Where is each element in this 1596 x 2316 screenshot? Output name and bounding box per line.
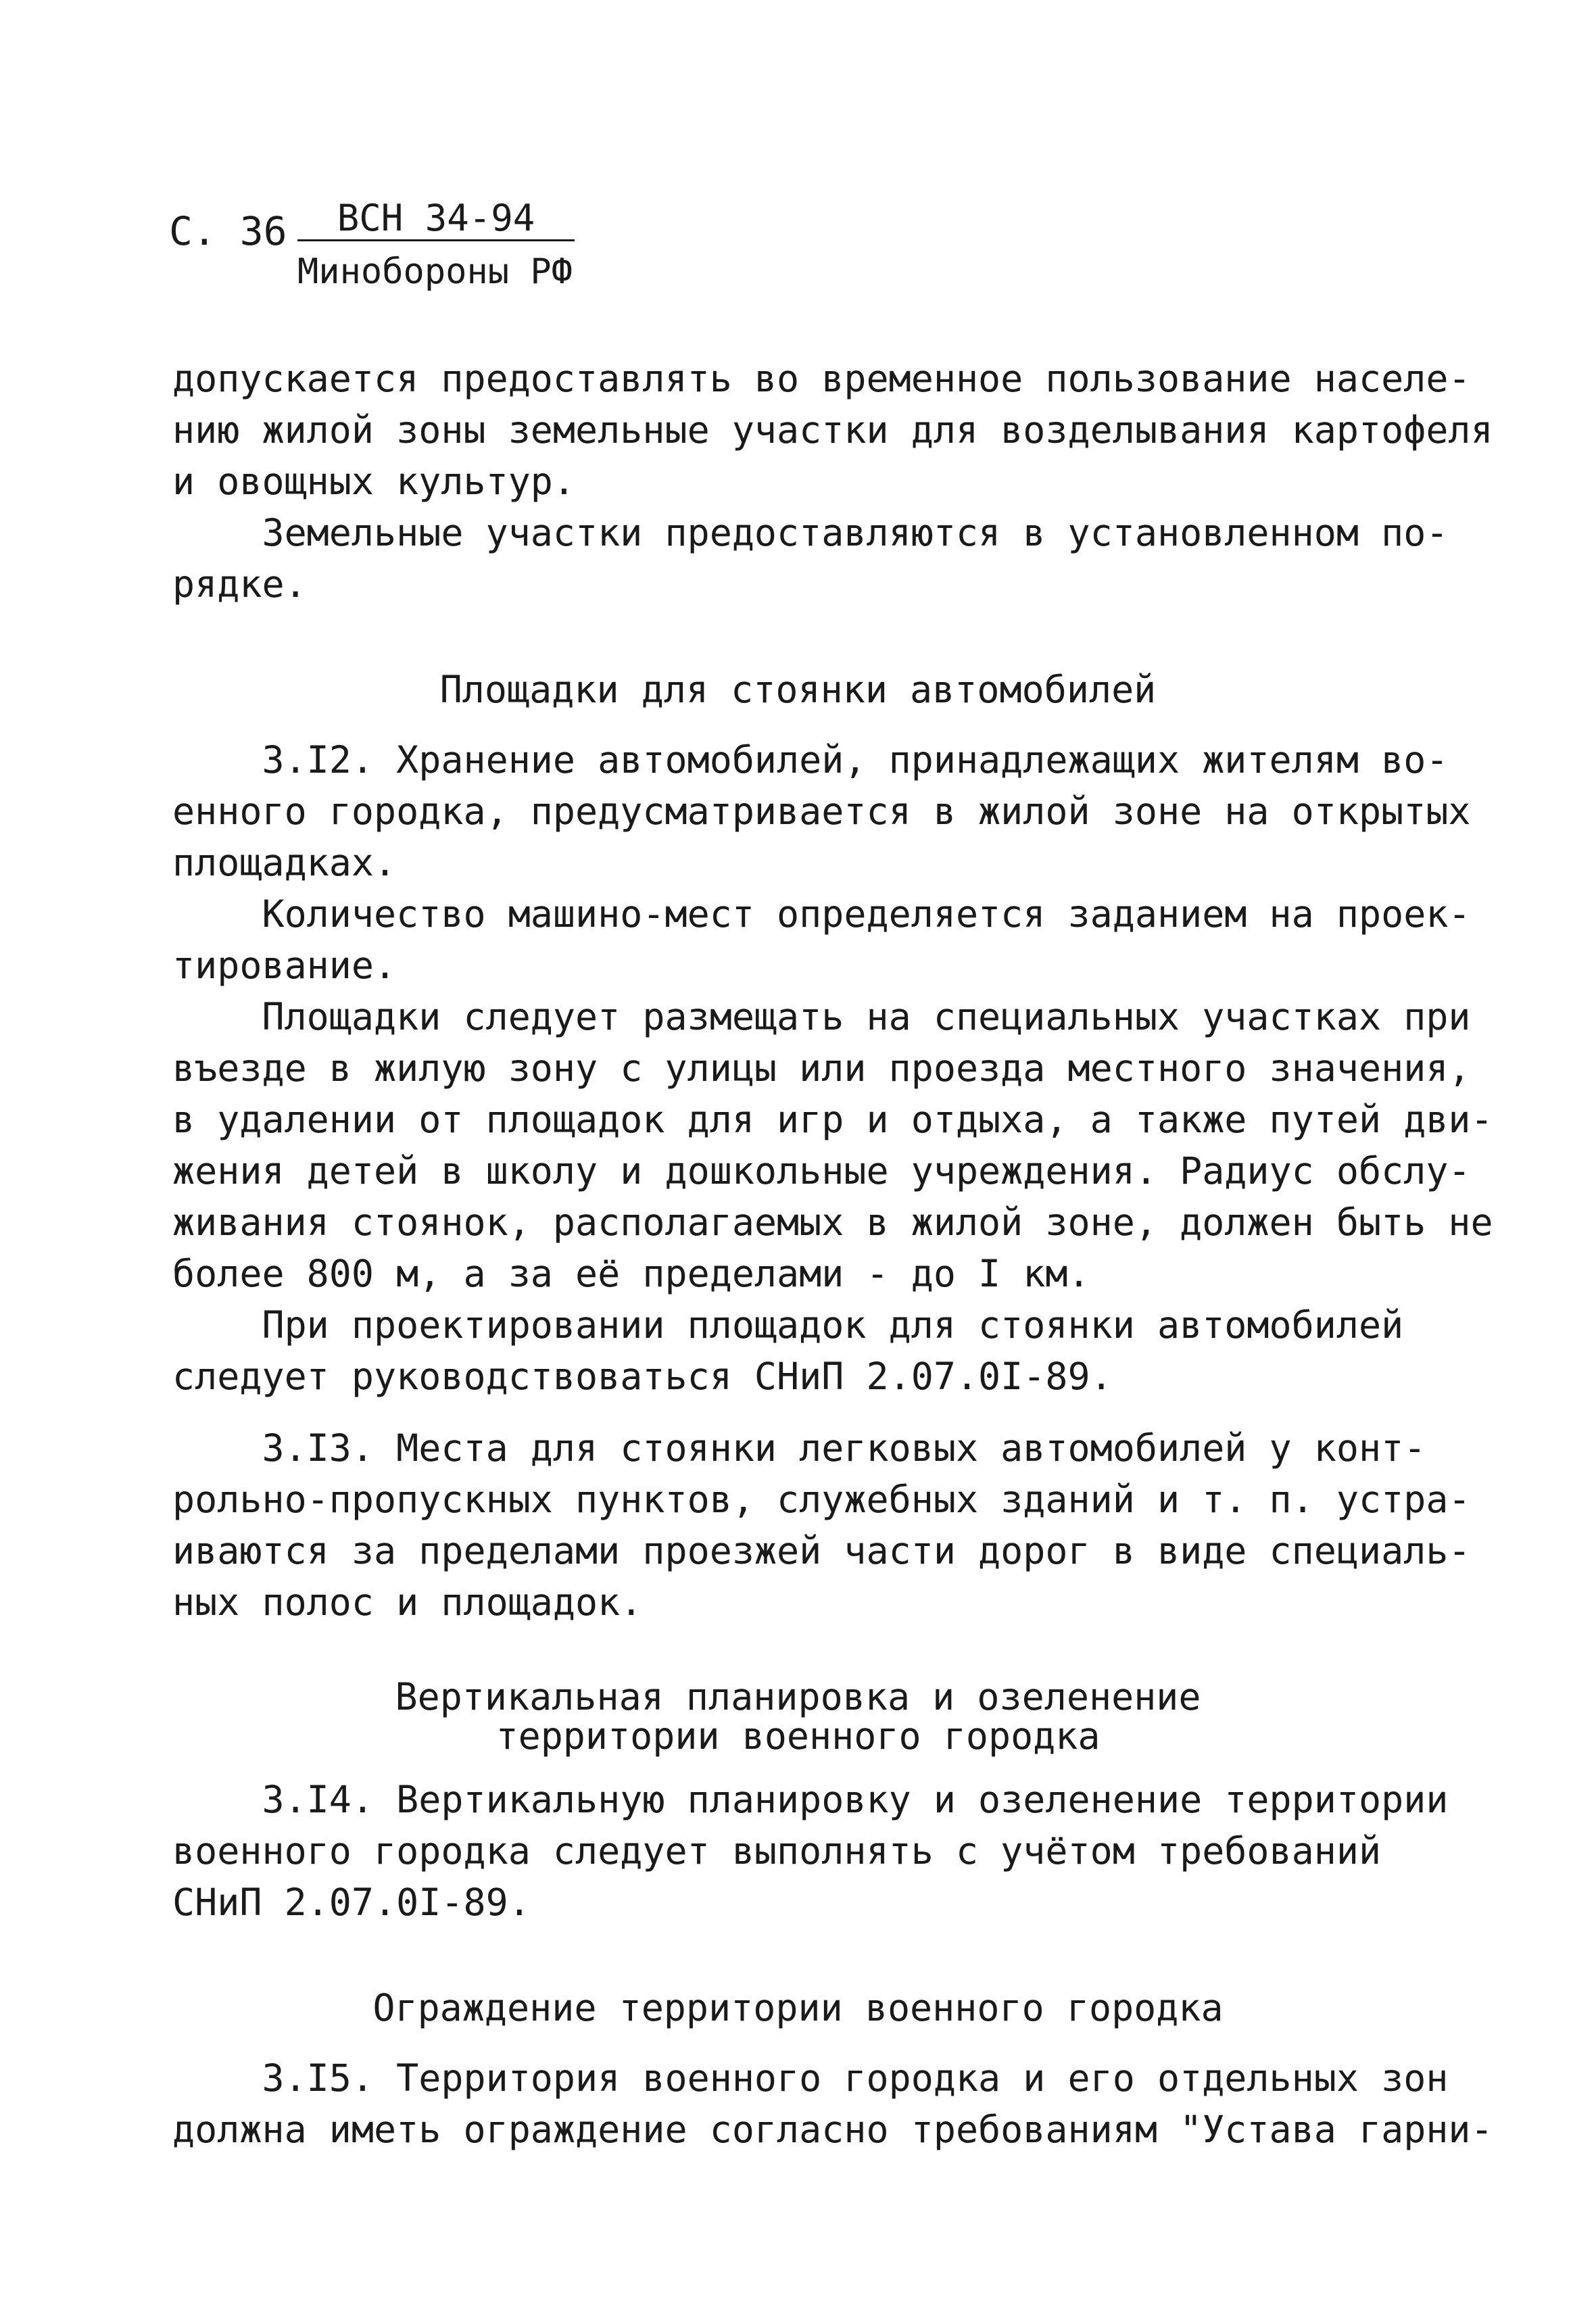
- paragraph-line: рольно-пропускных пунктов, служебных зданий и т. п. устра-: [172, 1478, 1471, 1521]
- paragraph-line: военного городка следует выполнять с учётом требований: [172, 1829, 1382, 1873]
- section-heading-planning: Вертикальная планировка и озеленение: [395, 1675, 1201, 1718]
- paragraph-line: Земельные участки предоставляются в установленном по-: [172, 511, 1449, 554]
- page-number: С. 36: [169, 208, 287, 254]
- paragraph-line: жения детей в школу и дошкольные учреждения. Радиус обслу-: [172, 1149, 1471, 1192]
- paragraph-line: допускается предоставлять во временное пользование населе-: [172, 357, 1471, 400]
- paragraph-line: более 800 м, а за её пределами - до I км.: [172, 1252, 1090, 1295]
- paragraph-line: 3.I3. Места для стоянки легковых автомобилей у конт-: [172, 1426, 1426, 1470]
- section-heading-fencing: Ограждение территории военного городка: [372, 1986, 1224, 2029]
- paragraph-line: 3.I2. Хранение автомобилей, принадлежащих жителям во-: [172, 738, 1449, 781]
- document-code: ВСН 34-94: [297, 197, 575, 241]
- paragraph-line: живания стоянок, располагаемых в жилой зоне, должен быть не: [172, 1201, 1493, 1244]
- paragraph-line: Площадки следует размещать на специальных участках при: [172, 995, 1471, 1038]
- paragraph-line: иваются за пределами проезжей части дорог в виде специаль-: [172, 1529, 1471, 1572]
- paragraph-line: тирование.: [172, 944, 397, 987]
- paragraph-line: ных полос и площадок.: [172, 1581, 643, 1624]
- paragraph-line: СНиП 2.07.0I-89.: [172, 1881, 531, 1924]
- paragraph-line: 3.I5. Территория военного городка и его отдельных зон: [172, 2056, 1449, 2100]
- paragraph-line: следует руководствоваться СНиП 2.07.0I-89.: [172, 1355, 1113, 1398]
- paragraph-line: и овощных культур.: [172, 460, 576, 503]
- paragraph-line: нию жилой зоны земельные участки для возделывания картофеля: [172, 408, 1493, 452]
- paragraph-line: При проектировании площадок для стоянки автомобилей: [172, 1303, 1404, 1347]
- section-heading-parking: Площадки для стоянки автомобилей: [439, 668, 1157, 711]
- paragraph-line: в удалении от площадок для игр и отдыха, а также путей дви-: [172, 1098, 1493, 1141]
- paragraph-line: должна иметь ограждение согласно требованиям "Устава гарни-: [172, 2108, 1493, 2151]
- section-heading-planning-line2: территории военного городка: [495, 1714, 1101, 1758]
- paragraph-line: 3.I4. Вертикальную планировку и озеленение территории: [172, 1778, 1449, 1821]
- paragraph-line: енного городка, предусматривается в жилой зоне на открытых: [172, 790, 1471, 833]
- paragraph-line: въезде в жилую зону с улицы или проезда местного значения,: [172, 1046, 1471, 1090]
- issuing-organization: Минобороны РФ: [297, 251, 573, 292]
- paragraph-line: рядке.: [172, 562, 307, 606]
- paragraph-line: площадках.: [172, 841, 397, 884]
- paragraph-line: Количество машино-мест определяется заданием на проек-: [172, 892, 1471, 936]
